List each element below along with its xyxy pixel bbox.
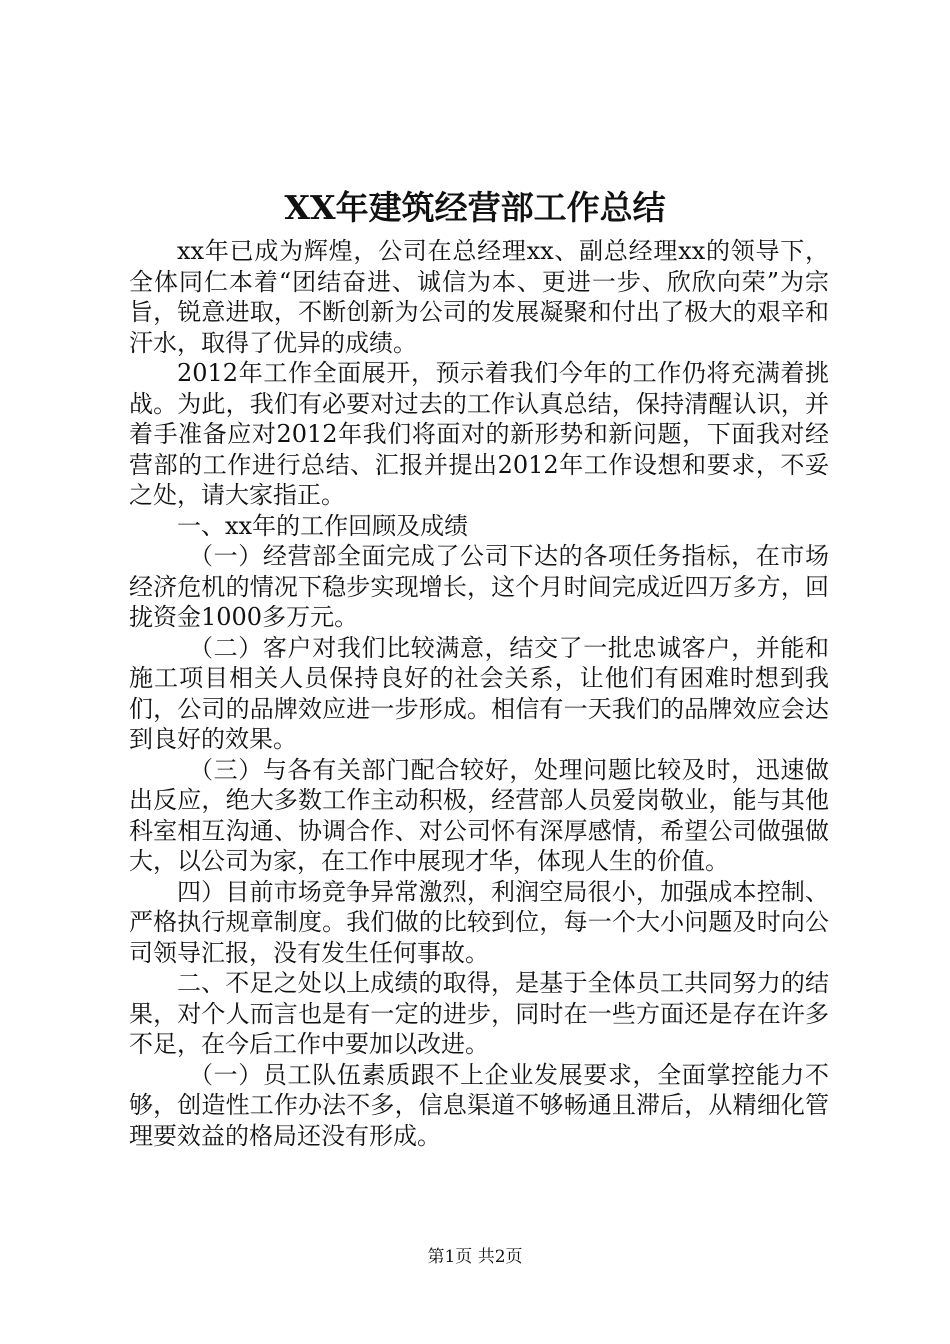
paragraph-item-4: 四）目前市场竞争异常激烈，利润空局很小，加强成本控制、严格执行规章制度。我们做的比较到位，每一个大小问题及时向公司领导汇报，没有发生任何事故。 bbox=[129, 877, 829, 967]
paragraph-item-1: （一）经营部全面完成了公司下达的各项任务指标，在市场经济危机的情况下稳步实现增长，这个月时间完成近四万多方，回拢资金1000多万元。 bbox=[129, 542, 829, 631]
paragraph-intro: xx年已成为辉煌，公司在总经理xx、副总经理xx的领导下，全体同仁本着“团结奋进、诚信为本、更进一步、欣欣向荣”为宗旨，锐意进取，不断创新为公司的发展凝聚和付出了极大的艰辛和汗水，取得了优异的成绩。 bbox=[129, 237, 829, 357]
paragraph-item-3: （三）与各有关部门配合较好，处理问题比较及时，迅速做出反应，绝大多数工作主动积极，经营部人员爱岗敬业，能与其他科室相互沟通、协调合作、对公司怀有深厚感情，希望公司做强做大，以公司为家，在工作中展现才华，体现人生的价值。 bbox=[129, 755, 829, 875]
paragraph-2012-outlook: 2012年工作全面展开，预示着我们今年的工作仍将充满着挑战。为此，我们有必要对过去的工作认真总结，保持清醒认识，并着手准备应对2012年我们将面对的新形势和新问题，下面我对经营部的工作进行总结、汇报并提出2012年工作设想和要求，不妥之处，请大家指正。 bbox=[129, 359, 829, 509]
section-heading-review: 一、xx年的工作回顾及成绩 bbox=[177, 511, 469, 540]
paragraph-shortcoming-1: （一）员工队伍素质跟不上企业发展要求，全面掌控能力不够，创造性工作办法不多，信息渠道不够畅通且滞后，从精细化管理要效益的格局还没有形成。 bbox=[129, 1060, 829, 1150]
document-title: XX年建筑经营部工作总结 bbox=[284, 188, 666, 227]
section-heading-shortcomings: 二、不足之处以上成绩的取得，是基于全体员工共同努力的结果，对个人而言也是有一定的进步，同时在一些方面还是存在许多不足，在今后工作中要加以改进。 bbox=[129, 969, 829, 1058]
document-body bbox=[129, 236, 829, 1151]
paragraph-item-2: （二）客户对我们比较满意，结交了一批忠诚客户，并能和施工项目相关人员保持良好的社会关系，让他们有困难时想到我们，公司的品牌效应进一步形成。相信有一天我们的品牌效应会达到良好的效果。 bbox=[129, 633, 829, 753]
page-footer: 第1页 共2页 bbox=[427, 1247, 523, 1267]
